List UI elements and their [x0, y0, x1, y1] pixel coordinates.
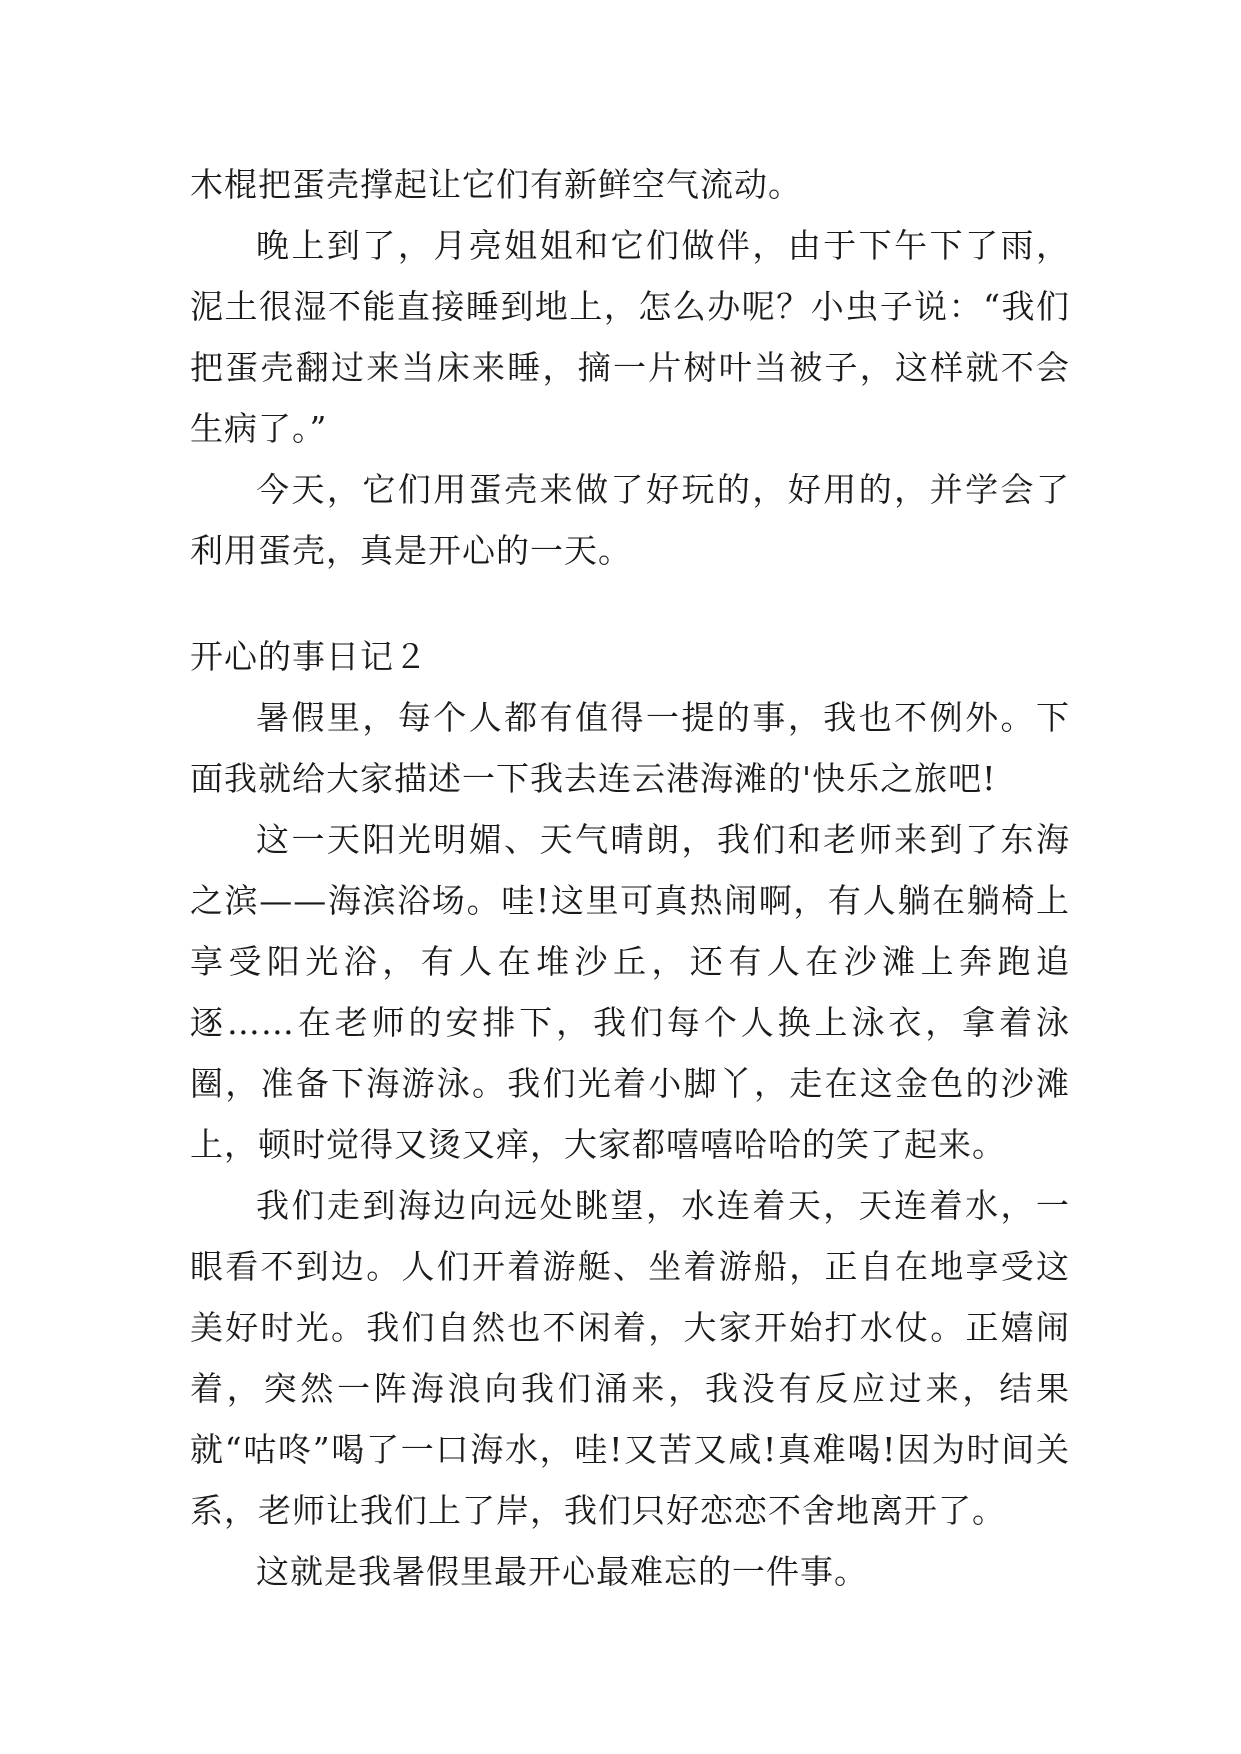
- paragraph: 这就是我暑假里最开心最难忘的一件事。: [256, 1552, 868, 1591]
- paragraph: 晚上到了，月亮姐姐和它们做伴，由于下午下了雨，泥土很湿不能直接睡到地上，怎么办呢？小虫子说：“我们把蛋壳翻过来当床来睡，摘一片树叶当被子，这样就不会生病了。”: [190, 226, 1070, 448]
- paragraph-continuation: 木棍把蛋壳撑起让它们有新鲜空气流动。: [190, 165, 802, 204]
- diary-section-2: [190, 626, 1070, 1602]
- paragraph: 暑假里，每个人都有值得一提的事，我也不例外。下面我就给大家描述一下我去连云港海滩的'快乐之旅吧!: [190, 698, 1070, 798]
- continued-text-block: [190, 154, 1070, 581]
- paragraph: 这一天阳光明媚、天气晴朗，我们和老师来到了东海之滨——海滨浴场。哇!这里可真热闹啊，有人躺在躺椅上享受阳光浴，有人在堆沙丘，还有人在沙滩上奔跑追逐……在老师的安排下，我们每个人换上泳衣，拿着泳圈，准备下海游泳。我们光着小脚丫，走在这金色的沙滩上，顿时觉得又烫又痒，大家都嘻嘻哈哈的笑了起来。: [190, 820, 1070, 1164]
- section-title: 开心的事日记２: [190, 637, 428, 676]
- paragraph: 今天，它们用蛋壳来做了好玩的，好用的，并学会了利用蛋壳，真是开心的一天。: [190, 470, 1070, 570]
- paragraph: 我们走到海边向远处眺望，水连着天，天连着水，一眼看不到边。人们开着游艇、坐着游船，正自在地享受这美好时光。我们自然也不闲着，大家开始打水仗。正嬉闹着，突然一阵海浪向我们涌来，我没有反应过来，结果就“咕咚”喝了一口海水，哇!又苦又咸!真难喝!因为时间关系，老师让我们上了岸，我们只好恋恋不舍地离开了。: [190, 1186, 1070, 1530]
